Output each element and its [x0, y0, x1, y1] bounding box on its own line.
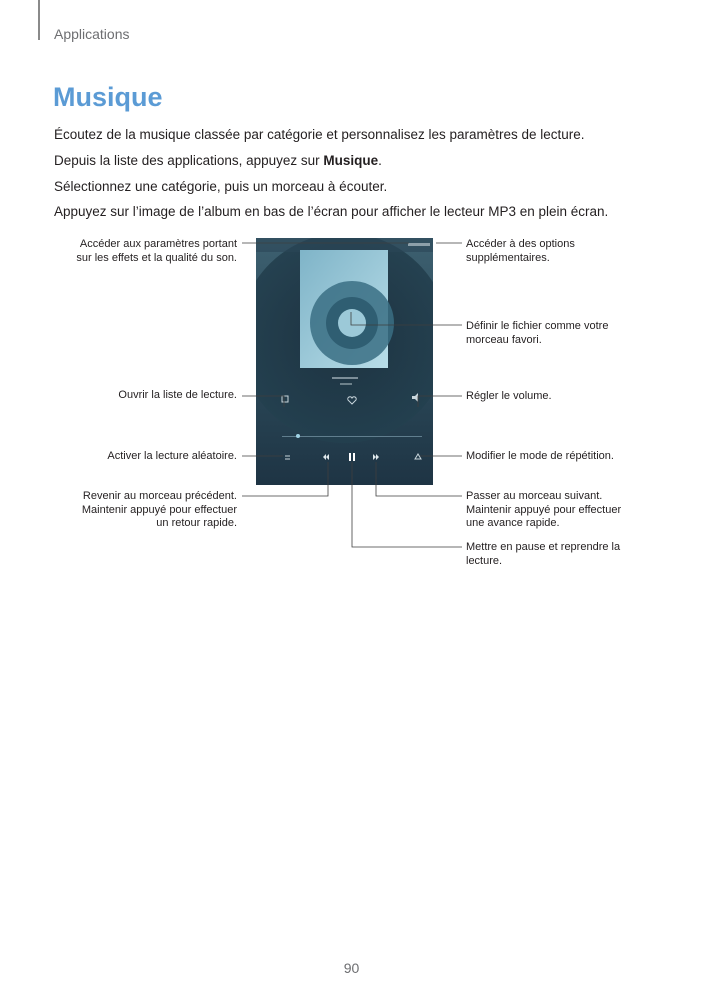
callout-pause: Mettre en pause et reprendre la lecture. [466, 541, 621, 567]
callout-more-options: Accéder à des options supplémentaires. [466, 238, 575, 264]
callout-next: Passer au morceau suivant. Maintenir appuyé pour effectuer une avance rapide. [466, 490, 622, 529]
intro-paragraph-3: Sélectionnez une catégorie, puis un morceau à écouter. [54, 179, 388, 194]
intro-p2-text: Depuis la liste des applications, appuyez sur [54, 153, 324, 168]
page-number: 90 [343, 960, 360, 976]
callout-volume: Régler le volume. [466, 390, 552, 402]
callout-previous: Revenir au morceau précédent. Maintenir appuyé pour effectuer un retour rapide. [81, 490, 237, 529]
section-label: Applications [54, 26, 130, 42]
callout-sound-settings: Accéder aux paramètres portant sur les effets et la qualité du son. [76, 238, 237, 264]
intro-p2-end: . [378, 153, 382, 168]
callout-repeat: Modifier le mode de répétition. [466, 450, 614, 462]
callout-shuffle: Activer la lecture aléatoire. [107, 450, 237, 462]
callout-favourite: Définir le fichier comme votre morceau favori. [466, 320, 609, 346]
page-title: Musique [53, 82, 163, 112]
callout-playlist: Ouvrir la liste de lecture. [118, 389, 237, 401]
intro-paragraph-4: Appuyez sur l’image de l’album en bas de l’écran pour afficher le lecteur MP3 en plein écran. [54, 204, 609, 219]
intro-paragraph-1: Écoutez de la musique classée par catégorie et personnalisez les paramètres de lecture. [54, 127, 585, 142]
intro-p2-app-name: Musique [323, 153, 379, 168]
